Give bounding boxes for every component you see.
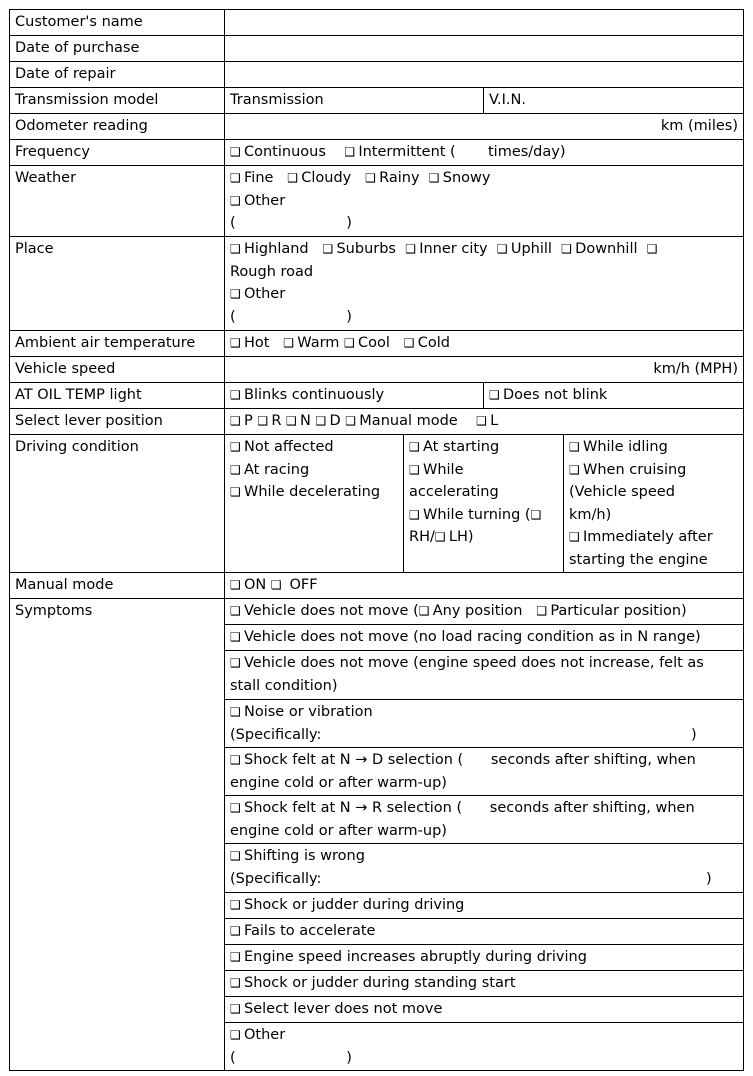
checkbox-icon: ❑ [287,171,299,185]
checkbox-icon: ❑ [569,440,580,454]
label-date-of-repair: Date of repair [10,62,225,88]
checkbox-icon: ❑ [230,145,241,159]
option-label: engine cold or after warm-up) [230,822,447,839]
checkbox-icon: ❑ [230,242,241,256]
option-label: Fine [244,170,274,186]
vin-field[interactable] [484,88,744,114]
option-label: OFF [289,577,318,593]
label-at-oil-temp-light: AT OIL TEMP light [10,383,225,409]
symptom-6-option[interactable] [225,796,744,844]
diagnostic-form-table [9,9,744,1071]
row-date-of-repair [10,62,744,88]
option-label: Other [244,1027,286,1043]
date-of-repair-field[interactable] [225,62,744,88]
option-label: Highland [244,241,309,257]
row-ambient-air-temperature [10,331,744,357]
checkbox-icon: ❑ [257,414,269,428]
option-label: times/day) [487,144,566,160]
symptom-5-option[interactable] [225,748,744,796]
checkbox-icon: ❑ [230,193,241,208]
checkbox-icon: ❑ [230,898,241,912]
option-label: ) [706,870,712,887]
checkbox-icon: ❑ [230,1028,241,1042]
option-label: While idling [583,439,668,455]
checkbox-icon: ❑ [230,753,241,767]
option-label: D [329,413,341,429]
checkbox-icon: ❑ [530,507,542,522]
driving-column-3 [564,435,744,573]
symptom-7-option[interactable] [225,844,744,893]
transmission-label: Transmission [230,92,324,108]
driving-idling-option[interactable] [569,436,738,459]
option-label: Vehicle does not move (engine speed does not increase, felt as [244,655,704,671]
symptom-9-option[interactable] [225,919,744,945]
checkbox-icon: ❑ [496,242,508,256]
customer-name-field[interactable] [225,10,744,36]
temperature-options [225,331,744,357]
checkbox-icon: ❑ [344,336,355,350]
option-label: L [490,413,499,429]
checkbox-icon: ❑ [409,462,420,477]
checkbox-icon[interactable]: ❑ [418,604,430,618]
checkbox-icon: ❑ [646,242,658,256]
option-label: Intermittent ( [358,144,456,160]
option-label: Other [244,192,286,209]
place-other-field[interactable]: ( ) [230,308,352,325]
option-label: Shock felt at N → D selection ( [244,752,464,768]
temperature-hot-option[interactable] [230,335,269,351]
label-date-of-purchase: Date of purchase [10,36,225,62]
frequency-options [225,140,744,166]
driving-column-1 [225,435,404,573]
driving-immediately-option[interactable] [569,526,738,549]
row-frequency [10,140,744,166]
label-select-lever-position: Select lever position [10,409,225,435]
checkbox-icon: ❑ [230,801,241,815]
option-label: Select lever does not move [244,1001,443,1017]
row-select-lever-position [10,409,744,435]
checkbox-icon: ❑ [230,849,241,863]
lever-n-option[interactable] [286,413,311,429]
temperature-cold-option[interactable] [404,335,450,351]
option-label: While [423,461,464,478]
option-label: Particular position) [550,603,687,619]
checkbox-icon: ❑ [561,242,572,256]
manual-mode-options [225,573,744,599]
weather-fine-option[interactable] [230,170,273,186]
lever-l-option[interactable] [476,413,498,429]
option-label: Noise or vibration [244,704,373,720]
row-odometer-reading [10,114,744,140]
checkbox-icon: ❑ [569,530,580,544]
lever-options [225,409,744,435]
place-uphill-option[interactable] [497,241,552,257]
row-date-of-purchase [10,36,744,62]
driving-at-starting-option[interactable] [409,436,558,459]
checkbox-icon: ❑ [428,171,440,185]
row-at-oil-temp-light [10,383,744,409]
checkbox-icon: ❑ [230,388,241,402]
odometer-unit: km (miles) [660,118,738,134]
option-label: Vehicle does not move ( [244,603,419,619]
weather-snowy-option[interactable] [429,170,491,186]
weather-rainy-option[interactable] [365,170,419,186]
checkbox-icon[interactable]: ❑ [434,530,446,544]
option-label: Hot [244,335,270,351]
lever-r-option[interactable] [257,413,281,429]
place-options [225,237,744,331]
checkbox-icon: ❑ [489,388,500,402]
checkbox-icon: ❑ [409,440,420,454]
option-label: Any position [432,603,523,619]
row-customer-name [10,10,744,36]
option-label: starting the engine [569,551,708,568]
option-label: Engine speed increases abruptly during driving [244,949,587,965]
place-other-option[interactable] [230,286,285,302]
label-ambient-air-temperature: Ambient air temperature [10,331,225,357]
row-transmission-model [10,88,744,114]
label-customer-name: Customer's name [10,10,225,36]
manual-mode-off-option[interactable] [271,577,318,593]
row-place [10,237,744,331]
place-rough-road-label: Rough road [230,263,314,280]
checkbox-icon: ❑ [230,485,241,499]
diagnostic-worksheet [9,9,743,1067]
lever-p-option[interactable] [230,413,253,429]
option-label: P [244,413,253,429]
option-label: R [271,413,282,429]
place-suburbs-option[interactable] [322,241,396,257]
checkbox-icon: ❑ [230,440,241,454]
driving-accelerating-option[interactable] [409,459,558,482]
option-label: Shock felt at N → R selection ( [244,800,463,816]
place-rough-road-checkbox[interactable] [647,241,661,257]
label-vehicle-speed: Vehicle speed [10,357,225,383]
checkbox-icon: ❑ [230,462,241,477]
checkbox-icon: ❑ [405,242,416,256]
label-transmission-model: Transmission model [10,88,225,114]
place-highland-option[interactable] [230,241,309,257]
driving-decelerating-option[interactable] [230,481,398,504]
symptom-12-option[interactable] [225,997,744,1023]
checkbox-icon: ❑ [283,336,295,350]
weather-other-field[interactable]: ( ) [230,215,352,231]
option-label: Inner city [419,241,488,257]
option-label: Vehicle does not move (no load racing condition as in N range) [244,629,701,645]
weather-other-option[interactable] [230,193,285,209]
vehicle-speed-unit: km/h (MPH) [653,361,738,377]
label-manual-mode: Manual mode [10,573,225,599]
odometer-field[interactable] [225,114,744,140]
option-label: N [300,413,311,429]
checkbox-icon: ❑ [230,336,241,350]
option-label: Immediately after [583,529,713,545]
option-label: Cold [417,335,451,351]
option-label: Continuous [244,144,326,160]
option-label: Rainy [379,170,420,186]
option-label: Warm [297,335,340,351]
checkbox-icon: ❑ [230,287,241,301]
option-label: Blinks continuously [244,387,385,403]
symptom-1-option[interactable] [225,599,744,625]
symptom-4-option[interactable] [225,700,744,748]
checkbox-icon: ❑ [365,171,376,185]
checkbox-icon: ❑ [230,1002,241,1016]
option-label: seconds after shifting, when [489,800,695,816]
symptom-3-option[interactable] [225,651,744,700]
frequency-continuous-option[interactable] [230,144,326,160]
checkbox-icon: ❑ [476,414,487,428]
oil-temp-blinks-option[interactable] [225,383,484,409]
row-symptom-1 [10,599,744,625]
lever-manual-option[interactable] [345,413,457,429]
symptom-13-option[interactable] [225,1023,744,1071]
symptom-11-option[interactable] [225,971,744,997]
checkbox-icon: ❑ [403,336,415,350]
option-label: ) [691,726,697,743]
option-label: (Specifically: [230,726,322,743]
option-label: At starting [423,439,500,455]
option-label: RH/ [409,529,435,545]
checkbox-icon: ❑ [230,656,241,670]
place-inner-city-option[interactable] [405,241,487,257]
vehicle-speed-field[interactable] [225,357,744,383]
row-manual-mode [10,573,744,599]
driving-cruising-option[interactable] [569,459,738,482]
option-label: stall condition) [230,677,338,694]
option-label: Suburbs [336,241,396,257]
option-label: (Specifically: [230,870,322,887]
option-label: Manual mode [359,413,458,429]
checkbox-icon[interactable]: ❑ [536,604,548,618]
driving-column-2 [404,435,564,573]
label-symptoms: Symptoms [10,599,225,1071]
option-label: At racing [244,461,310,478]
label-place: Place [10,237,225,331]
option-label: km/h) [569,506,612,523]
checkbox-icon: ❑ [230,414,241,428]
transmission-field[interactable] [225,88,484,114]
driving-not-affected-option[interactable] [230,436,398,459]
checkbox-icon: ❑ [230,705,241,719]
checkbox-icon: ❑ [230,171,241,185]
checkbox-icon: ❑ [230,604,241,618]
option-label: seconds after shifting, when [490,752,696,768]
row-weather [10,166,744,237]
checkbox-icon: ❑ [230,630,241,644]
label-odometer-reading: Odometer reading [10,114,225,140]
checkbox-icon: ❑ [230,924,241,938]
date-of-purchase-field[interactable] [225,36,744,62]
checkbox-icon: ❑ [230,976,241,990]
option-label: Snowy [442,170,491,186]
oil-temp-no-blink-option[interactable] [484,383,744,409]
option-label: Not affected [244,439,334,455]
row-vehicle-speed [10,357,744,383]
option-label: (Vehicle speed [569,484,675,500]
checkbox-icon: ❑ [409,507,420,522]
manual-mode-on-option[interactable] [230,577,266,593]
checkbox-icon: ❑ [345,414,357,428]
option-label: Cool [358,335,390,351]
option-label: Shifting is wrong [244,848,365,864]
option-label: Shock or judder during standing start [244,975,516,991]
option-label: Downhill [575,241,638,257]
weather-cloudy-option[interactable] [287,170,351,186]
temperature-cool-option[interactable] [344,335,390,351]
option-label: Does not blink [503,387,608,403]
option-label: Shock or judder during driving [244,897,465,913]
checkbox-icon: ❑ [322,242,334,256]
option-label: engine cold or after warm-up) [230,774,447,791]
row-driving-condition [10,435,744,573]
checkbox-icon: ❑ [344,145,356,159]
lever-d-option[interactable] [316,413,341,429]
option-label: ON [244,577,267,593]
checkbox-icon: ❑ [315,414,327,428]
option-label: Cloudy [301,170,352,186]
option-label: LH) [448,529,474,545]
frequency-intermittent-option[interactable] [344,144,565,160]
symptom-10-option[interactable] [225,945,744,971]
symptom-2-option[interactable] [225,625,744,651]
checkbox-icon: ❑ [230,950,241,964]
label-driving-condition: Driving condition [10,435,225,573]
symptom-8-option[interactable] [225,893,744,919]
checkbox-icon: ❑ [569,462,580,477]
option-label: While turning ( [423,506,531,523]
option-label: Fails to accelerate [244,923,376,939]
label-frequency: Frequency [10,140,225,166]
vin-label: V.I.N. [489,92,527,108]
option-label: While decelerating [244,484,381,500]
driving-at-racing-option[interactable] [230,459,398,482]
weather-options [225,166,744,237]
option-label: accelerating [409,484,499,500]
checkbox-icon: ❑ [270,578,282,592]
checkbox-icon: ❑ [230,578,241,592]
option-label: Other [244,286,286,302]
option-label: When cruising [583,461,687,478]
driving-turning-option[interactable] [409,504,558,527]
option-label: Uphill [510,241,552,257]
symptom-other-field[interactable]: ( ) [230,1049,352,1066]
label-weather: Weather [10,166,225,237]
checkbox-icon: ❑ [286,414,297,428]
temperature-warm-option[interactable] [283,335,339,351]
place-downhill-option[interactable] [561,241,637,257]
